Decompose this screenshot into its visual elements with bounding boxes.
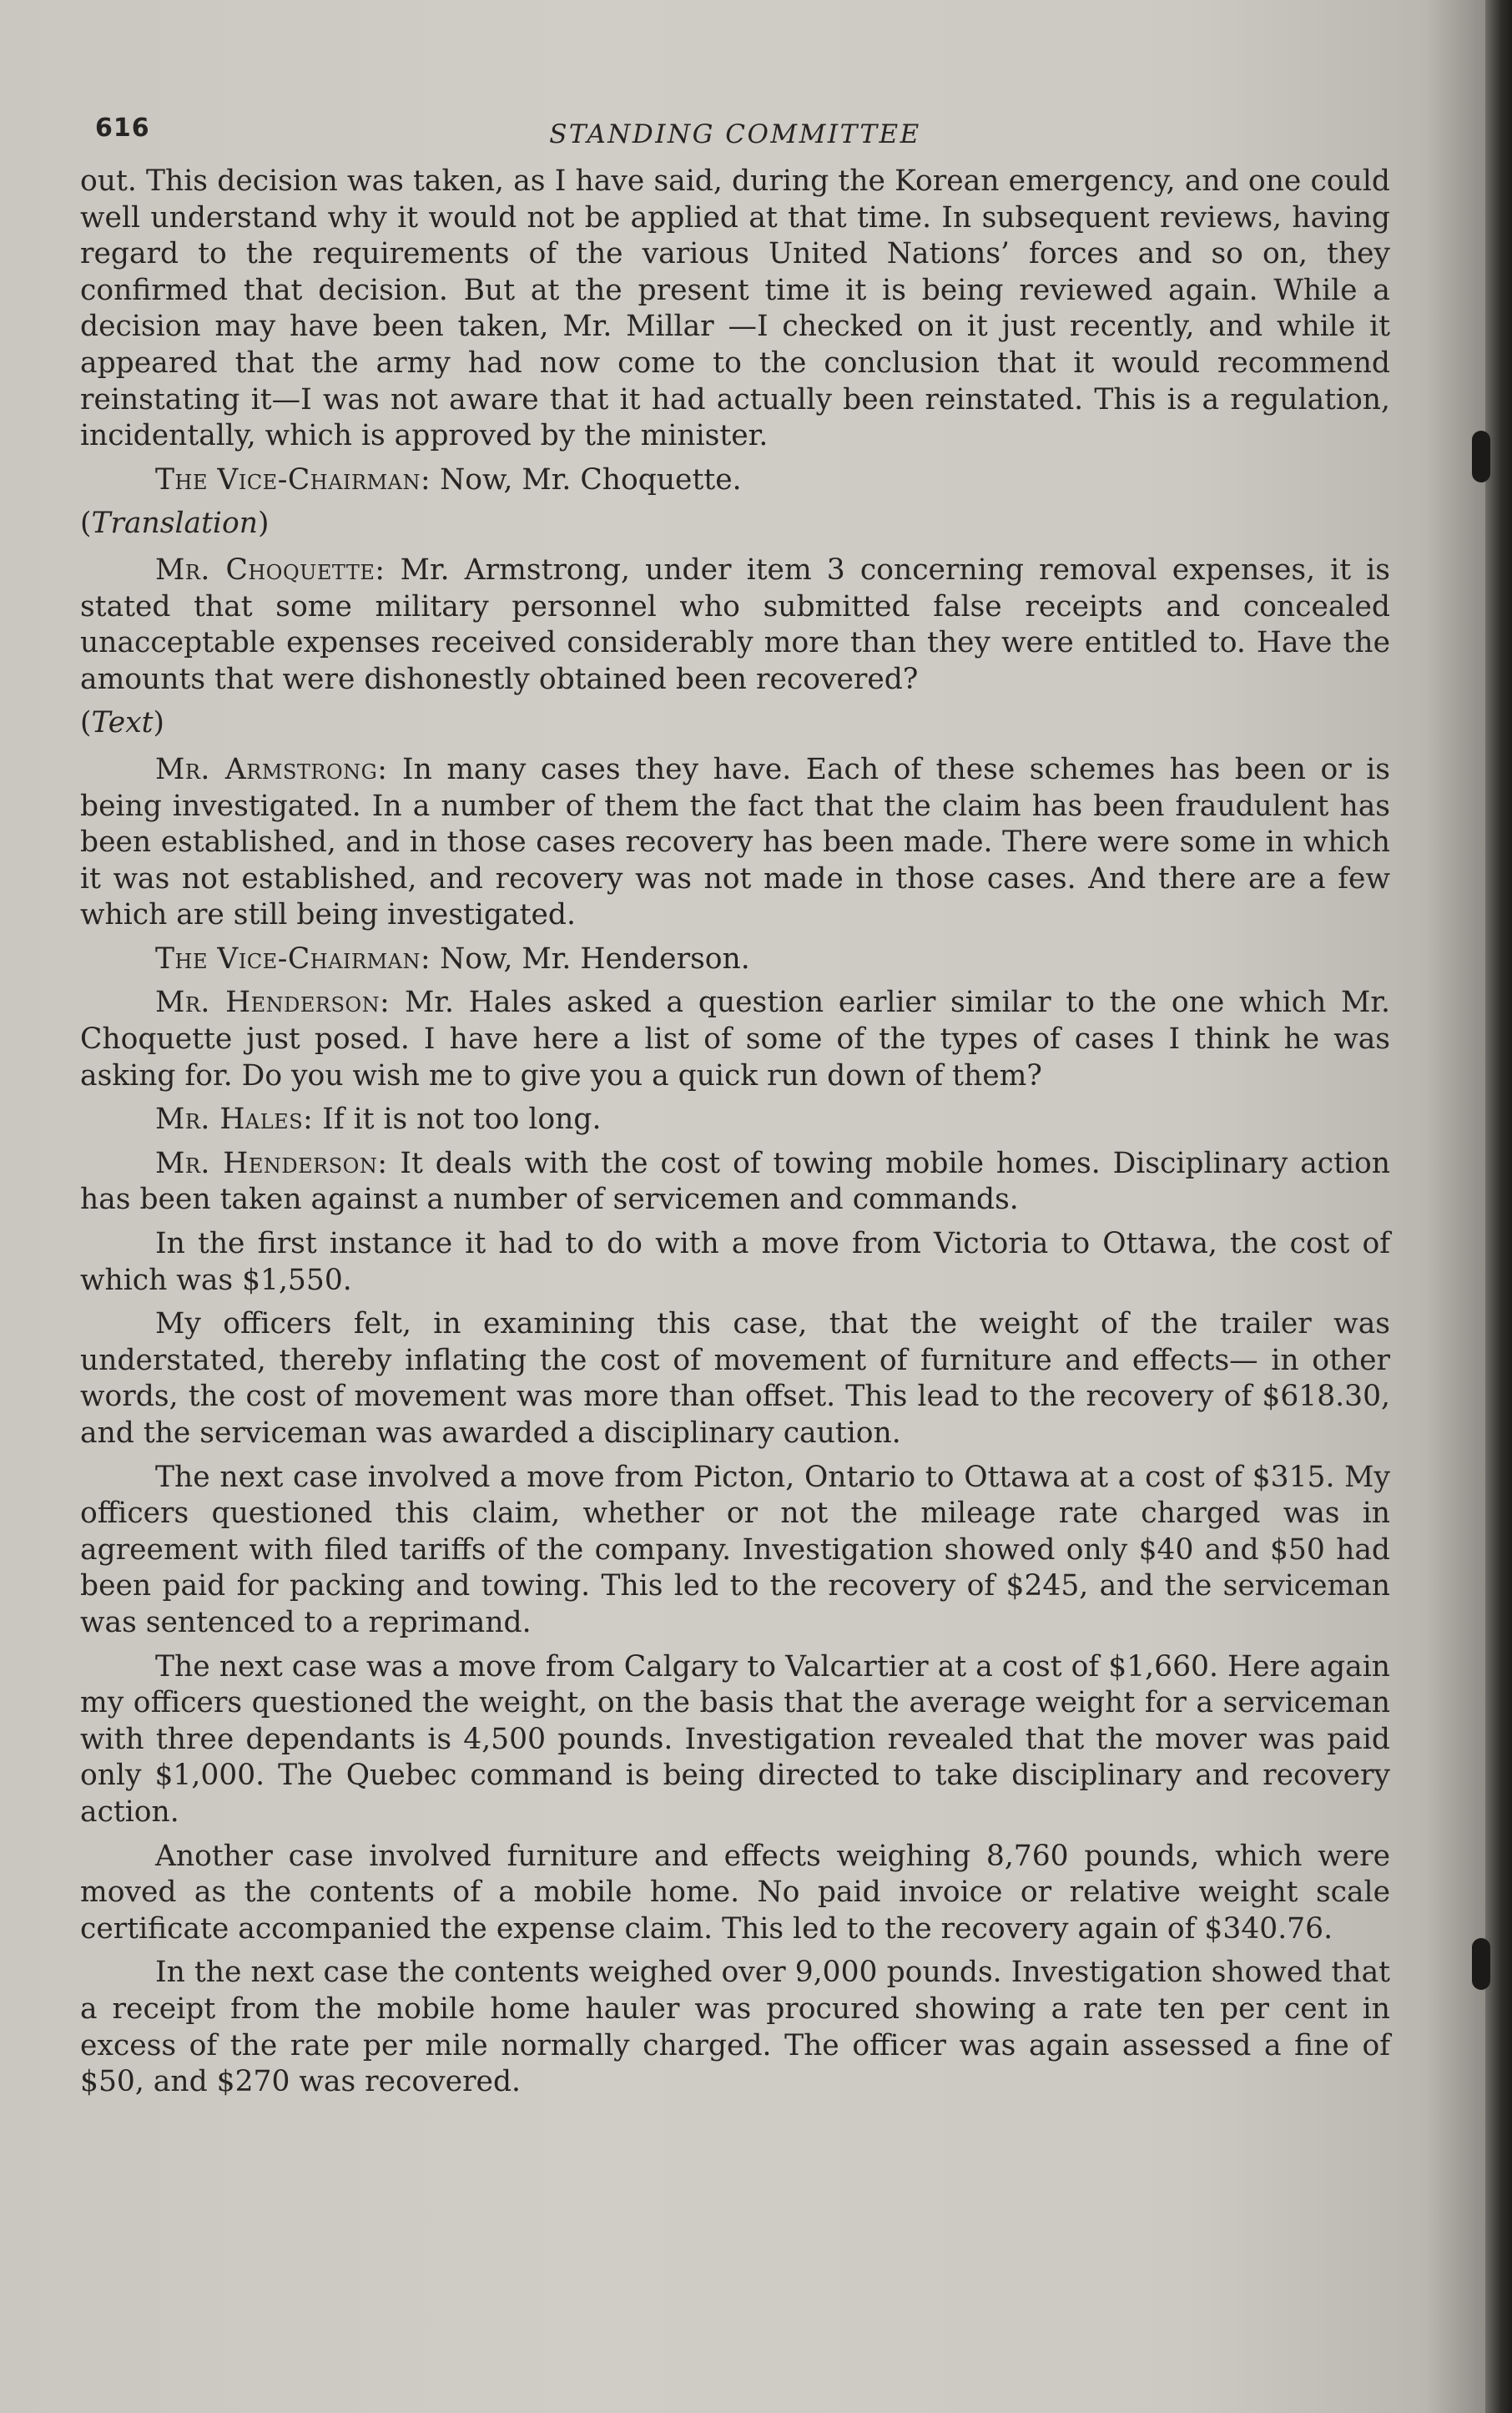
paragraph <box>80 462 1390 499</box>
speaker-name: Mr. Choquette: <box>155 553 386 587</box>
page-number: 616 <box>95 114 150 143</box>
speaker-name: Mr. Henderson: <box>155 986 391 1020</box>
page-content <box>80 100 1390 2108</box>
paragraph: The next case was a move from Calgary to Valcartier at a cost of $1,660. Here again my officers questioned the weight, on the basis that the average weight for a serviceman with three dependants is 4,500 pounds. Investigation revealed that the mover was paid only $1,000. The Quebec command is being directed to take disciplinary and recovery action. <box>80 1649 1390 1829</box>
section-label-text: Translation <box>91 507 258 541</box>
binder-clip <box>1472 431 1490 482</box>
running-head: STANDING COMMITTEE <box>549 119 921 149</box>
speaker-name: Mr. Armstrong: <box>155 752 388 786</box>
speech-text: It deals with the cost of towing mobile homes. Disciplinary action has been taken against a number of servicemen and commands. <box>80 1146 1391 1217</box>
speech-text: Mr. Hales asked a question earlier similar to the one which Mr. Choquette just posed. I have here a list of some of the types of cases I think he was asking for. Do you wish me to give you a quick run down of them? <box>80 986 1390 1093</box>
paragraph: out. This decision was taken, as I have said, during the Korean emergency, and one could well understand why it would not be applied at that time. In subsequent reviews, having regard to the requirements of the various United Nations’ forces and so on, they confirmed that decision. But at the present time it is being reviewed again. While a decision may have been taken, Mr. Millar —I checked on it just recently, and while it appeared that the army had now come to the conclusion that it would recommend reinstating it—I was not aware that it had actually been reinstated. This is a regulation, incidentally, which is approved by the minister. <box>80 164 1390 453</box>
binder-clip <box>1472 1938 1490 1990</box>
paragraph <box>80 752 1390 934</box>
paragraph: In the next case the contents weighed over 9,000 pounds. Investigation showed that a receipt from the mobile home hauler was procured showing a rate ten per cent in excess of the rate per mile normally charged. The officer was again assessed a fine of $50, and $270 was recovered. <box>80 1956 1390 2099</box>
paragraph <box>80 941 1390 978</box>
binding-edge <box>1485 0 1512 2413</box>
section-label-text: Text <box>91 706 154 740</box>
speech-text: Mr. Armstrong, under item 3 concerning removal expenses, it is stated that some military personnel who submitted false receipts and concealed unacceptable expenses received considerably more than they were entitled to. Have the amounts that were dishonestly obtained been recovered? <box>80 553 1390 696</box>
speech-text: In many cases they have. Each of these schemes has been or is being investigated. In a number of them the fact that the claim has been fraudulent has been established, and in those cases recovery has been made. There were some in which it was not established, and recovery was not made in those cases. And there are a few which are still being investigated. <box>80 752 1390 932</box>
paragraph <box>80 553 1390 698</box>
speaker-name: Mr. Henderson: <box>155 1146 388 1180</box>
speech-text: Now, Mr. Choquette. <box>431 462 742 497</box>
speaker-name: Mr. Hales: <box>155 1103 314 1137</box>
speaker-name: The Vice-Chairman: <box>155 462 431 497</box>
paragraph: My officers felt, in examining this case, that the weight of the trailer was understated, thereby inflating the cost of movement of furniture and effects— in other words, the cost of movement was more than offset. This lead to the recovery of $618.30, and the serviceman was awarded a disciplinary caution. <box>80 1307 1390 1450</box>
paragraph: Another case involved furniture and effects weighing 8,760 pounds, which were moved as the contents of a mobile home. No paid invoice or relative weight scale certificate accompanied the expense claim. This led to the recovery again of $340.76. <box>80 1839 1390 1946</box>
page-header <box>80 100 1390 164</box>
speaker-name: The Vice-Chairman: <box>155 941 431 976</box>
paragraph: The next case involved a move from Picton, Ontario to Ottawa at a cost of $315. My officers questioned this claim, whether or not the mileage rate charged was in agreement with filed tariffs of the company. Investigation showed only $40 and $50 had been paid for packing and towing. This led to the recovery of $245, and the serviceman was sentenced to a reprimand. <box>80 1460 1390 1639</box>
paragraph: In the first instance it had to do with a move from Victoria to Ottawa, the cost of which was $1,550. <box>80 1227 1390 1297</box>
paragraph <box>80 985 1390 1094</box>
paragraph <box>80 1146 1390 1219</box>
paragraph <box>80 1102 1390 1138</box>
speech-text: Now, Mr. Henderson. <box>431 941 750 976</box>
section-label: (Text) <box>80 706 165 740</box>
section-label: (Translation) <box>80 507 270 541</box>
speech-text: If it is not too long. <box>313 1103 602 1137</box>
